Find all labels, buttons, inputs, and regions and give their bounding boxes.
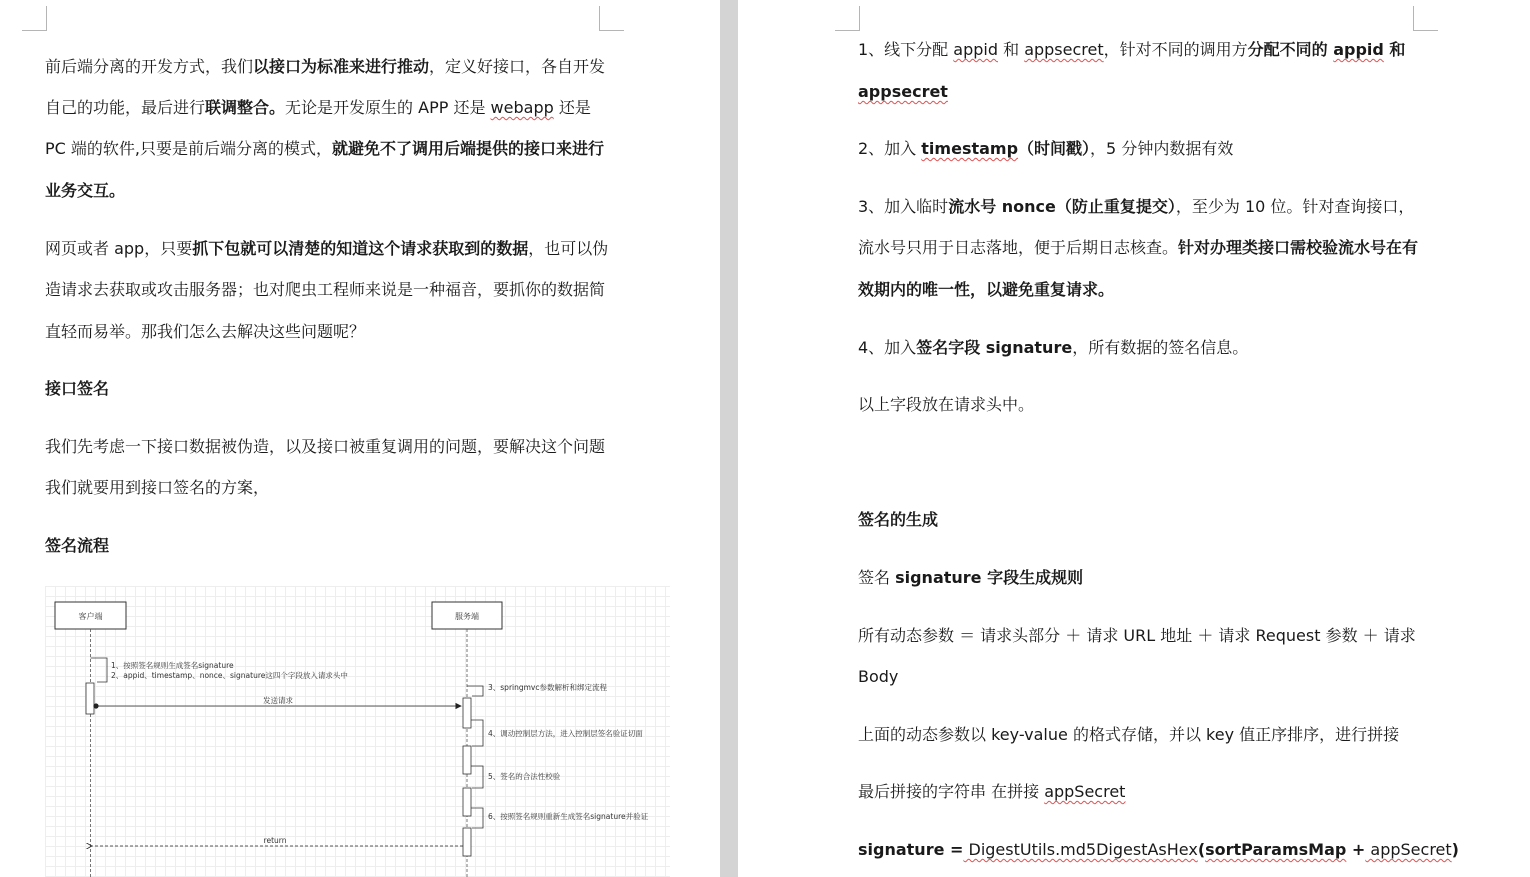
step-3-label: 3、springmvc参数解析和绑定流程 — [488, 683, 607, 692]
paragraph-problem-line-1: 我们先考虑一下接口数据被伪造，以及接口被重复调用的问题，要解决这个问题 — [45, 437, 606, 456]
item-2: 2、加入 timestamp（时间戳），5 分钟内数据有效 — [858, 139, 1234, 158]
item-1-line-2: appsecret — [858, 82, 948, 101]
client-activation — [86, 683, 94, 714]
document-page-right — [738, 0, 1530, 877]
item-3-line-1: 3、加入临时流水号 nonce（防止重复提交），至少为 10 位。针对查询接口， — [858, 197, 1415, 216]
server-label: 服务端 — [455, 612, 479, 621]
server-activation-4 — [463, 828, 471, 856]
signature-rule-title: 签名 signature 字段生成规则 — [858, 568, 1084, 587]
formula-line-1: 所有动态参数 ＝ 请求头部分 ＋ 请求 URL 地址 ＋ 请求 Request 参数 ＋ 请求 — [858, 626, 1416, 645]
step-5-label: 5、签名的合法性校验 — [488, 772, 561, 781]
page-corner-mark — [599, 6, 624, 31]
client-self-call — [91, 658, 108, 682]
server-activation-2 — [463, 746, 471, 774]
server-activation-3 — [463, 788, 471, 816]
paragraph-risk-line-2: 造请求去获取或攻击服务器；也对爬虫工程师来说是一种福音，要抓你的数据简 — [45, 280, 606, 299]
page-gutter — [720, 0, 738, 877]
sequence-diagram — [45, 586, 670, 877]
page-corner-mark — [835, 6, 860, 31]
server-activation-1 — [463, 698, 471, 728]
paragraph-intro-line-2: 自己的功能，最后进行联调整合。无论是开发原生的 APP 还是 webapp 还是 — [45, 98, 591, 117]
paragraph-intro-line-4: 业务交互。 — [45, 181, 126, 200]
page-corner-mark — [1413, 6, 1438, 31]
header-fields-note: 以上字段放在请求头中。 — [858, 395, 1035, 414]
key-value-description: 上面的动态参数以 key-value 的格式存储，并以 key 值正序排序，进行拼接 — [858, 725, 1400, 744]
formula-line-2: Body — [858, 667, 899, 686]
page-corner-mark — [22, 6, 47, 31]
signature-code-line: signature = DigestUtils.md5DigestAsHex(sortParamsMap + appSecret) — [858, 840, 1459, 859]
item-3-line-3: 效期内的唯一性，以避免重复请求。 — [858, 280, 1115, 299]
client-label: 客户端 — [78, 612, 103, 621]
step-6-label: 6、按照签名规则重新生成签名signature并验证 — [488, 812, 649, 821]
step-4-label: 4、调动控制层方法，进入控制层签名验证切面 — [488, 729, 643, 738]
server-self-call-6 — [471, 808, 483, 828]
step-1-label: 1、按照签名规则生成签名signature — [111, 661, 234, 670]
paragraph-risk-line-1: 网页或者 app，只要抓下包就可以清楚的知道这个请求获取到的数据，也可以伪 — [45, 239, 609, 258]
server-self-call-3 — [467, 686, 483, 696]
concat-description: 最后拼接的字符串 在拼接 appSecret — [858, 782, 1126, 801]
heading-signature-generation: 签名的生成 — [858, 510, 939, 529]
return-label: return — [263, 836, 287, 845]
item-1-line-1: 1、线下分配 appid 和 appsecret，针对不同的调用方分配不同的 appid 和 — [858, 40, 1406, 59]
step-2-label: 2、appid、timestamp、nonce、signature这四个字段放入请求头中 — [111, 671, 348, 680]
item-3-line-2: 流水号只用于日志落地，便于后期日志核查。针对办理类接口需校验流水号在有 — [858, 238, 1419, 257]
server-self-call-5 — [471, 766, 483, 788]
send-request-label: 发送请求 — [263, 696, 293, 705]
paragraph-intro-line-3: PC 端的软件,只要是前后端分离的模式，就避免不了调用后端提供的接口来进行 — [45, 139, 605, 158]
item-4: 4、加入签名字段 signature，所有数据的签名信息。 — [858, 338, 1249, 357]
heading-interface-signature: 接口签名 — [45, 379, 110, 398]
paragraph-intro-line-1: 前后端分离的开发方式，我们以接口为标准来进行推动，定义好接口，各自开发 — [45, 57, 606, 76]
paragraph-problem-line-2: 我们就要用到接口签名的方案， — [45, 478, 270, 497]
document-page-left — [0, 0, 720, 877]
heading-signature-flow: 签名流程 — [45, 536, 110, 555]
server-self-call-4 — [471, 720, 483, 746]
paragraph-risk-line-3: 直轻而易举。那我们怎么去解决这些问题呢？ — [45, 322, 366, 341]
